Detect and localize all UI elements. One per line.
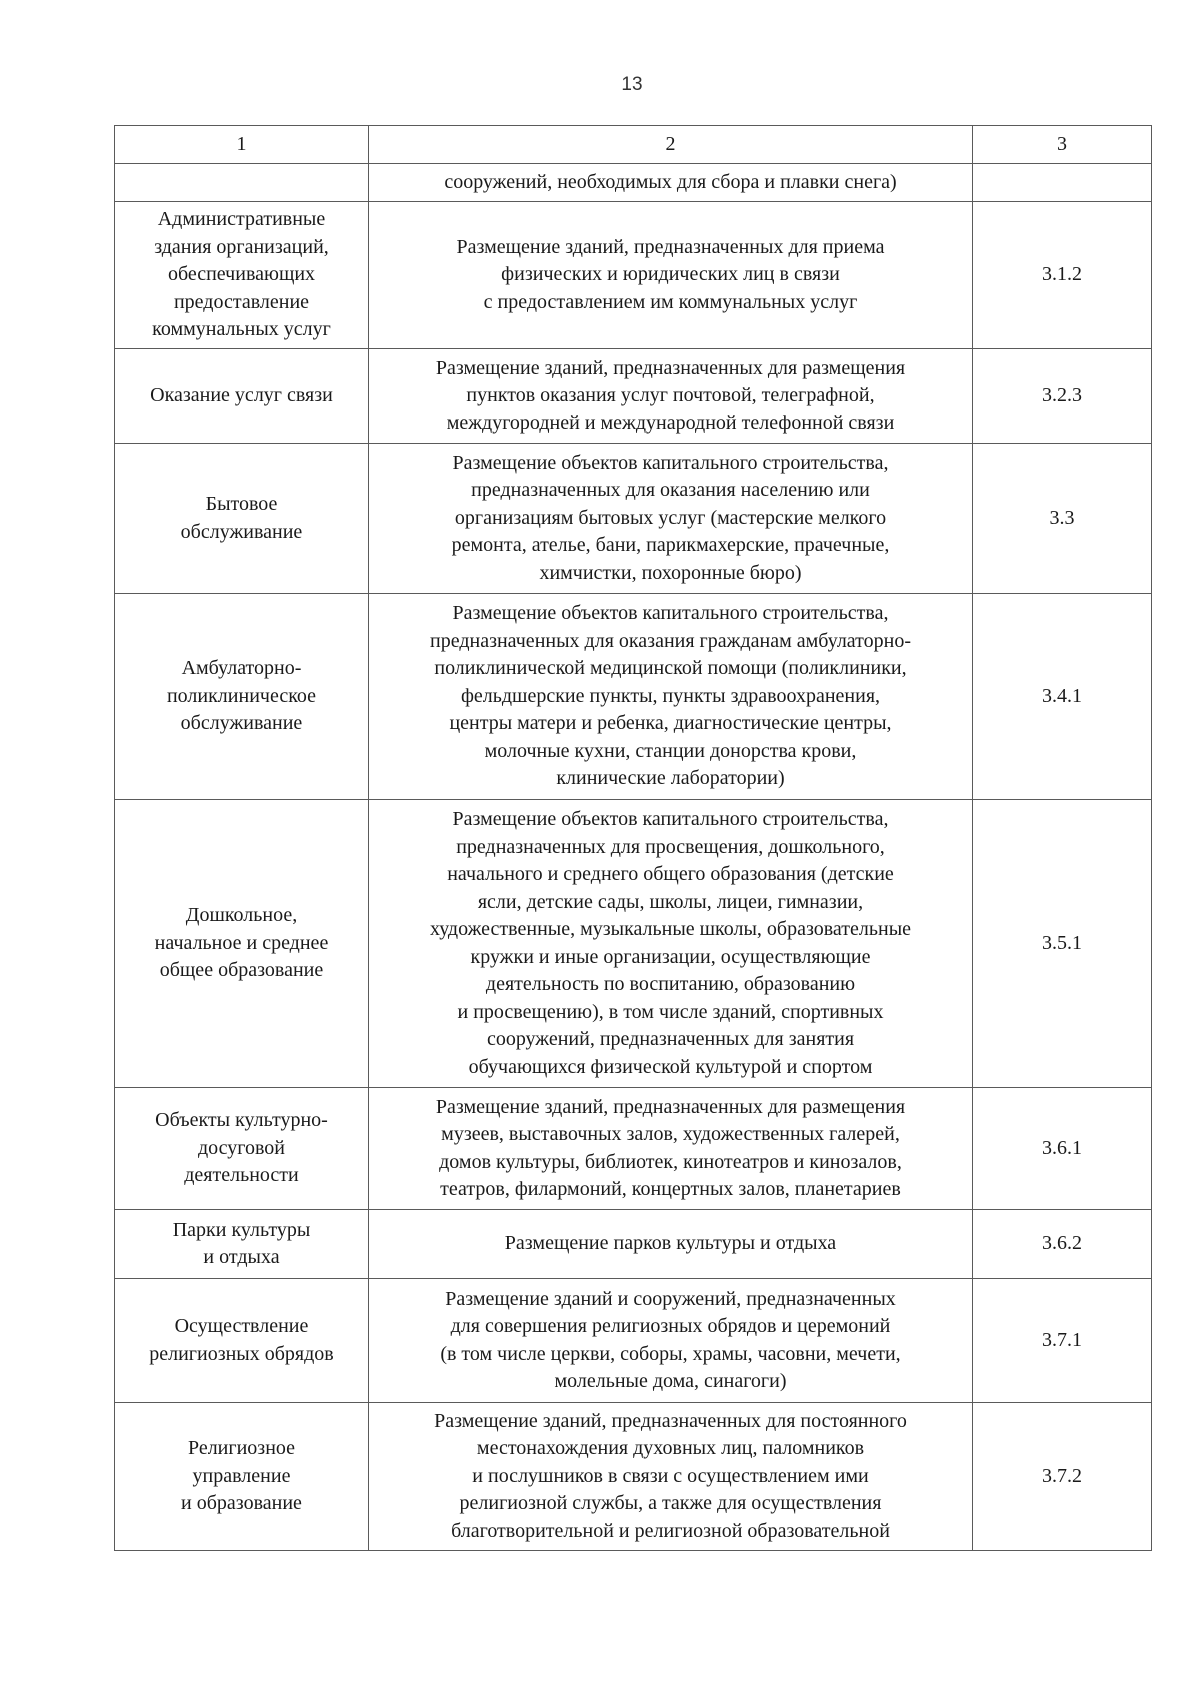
row-code: 3.7.2 — [973, 1403, 1152, 1551]
table-row — [115, 444, 1152, 594]
table-row — [115, 1279, 1152, 1403]
row-name — [115, 164, 369, 202]
row-description: Размещение объектов капитального строительства, предназначенных для оказания населению или организациям бытовых услуг (мастерские мелкого ремонта, ателье, бани, парикмахерские, прачечные, химчистки, похоронные бюро) — [369, 444, 973, 594]
row-code — [973, 164, 1152, 202]
row-name: Парки культуры и отдыха — [115, 1210, 369, 1279]
row-description: Размещение объектов капитального строительства, предназначенных для оказания гражданам амбулаторно- поликлинической медицинской помощи (поликлиники, фельдшерские пункты, пункты здравоохранения, центры матери и ребенка, диагностические центры, молочные кухни, станции донорства крови, клинические лаборатории) — [369, 594, 973, 800]
row-code: 3.4.1 — [973, 594, 1152, 800]
row-description: сооружений, необходимых для сбора и плавки снега) — [369, 164, 973, 202]
table-row — [115, 202, 1152, 349]
row-code: 3.3 — [973, 444, 1152, 594]
row-name: Осуществление религиозных обрядов — [115, 1279, 369, 1403]
table-row — [115, 800, 1152, 1088]
row-description: Размещение зданий, предназначенных для приема физических и юридических лиц в связи с предоставлением им коммунальных услуг — [369, 202, 973, 349]
page-number: 13 — [621, 74, 643, 95]
row-description: Размещение зданий и сооружений, предназначенных для совершения религиозных обрядов и церемоний (в том числе церкви, соборы, храмы, часовни, мечети, молельные дома, синагоги) — [369, 1279, 973, 1403]
row-description: Размещение зданий, предназначенных для постоянного местонахождения духовных лиц, паломников и послушников в связи с осуществлением ими религиозной службы, а также для осуществления благотворительной и религиозной образовательной — [369, 1403, 973, 1551]
table-row — [115, 1088, 1152, 1210]
column-number-2: 2 — [369, 126, 973, 164]
row-code: 3.5.1 — [973, 800, 1152, 1088]
column-number-3: 3 — [973, 126, 1152, 164]
row-name: Амбулаторно- поликлиническое обслуживание — [115, 594, 369, 800]
row-code: 3.7.1 — [973, 1279, 1152, 1403]
row-code: 3.2.3 — [973, 349, 1152, 444]
row-name: Дошкольное, начальное и среднее общее образование — [115, 800, 369, 1088]
row-description: Размещение зданий, предназначенных для размещения музеев, выставочных залов, художественных галерей, домов культуры, библиотек, кинотеатров и кинозалов, театров, филармоний, концертных залов, планетариев — [369, 1088, 973, 1210]
table-row — [115, 1403, 1152, 1551]
row-code: 3.6.1 — [973, 1088, 1152, 1210]
row-name: Объекты культурно- досуговой деятельности — [115, 1088, 369, 1210]
land-use-table — [114, 125, 1152, 1551]
row-code: 3.1.2 — [973, 202, 1152, 349]
row-name: Оказание услуг связи — [115, 349, 369, 444]
row-name: Административные здания организаций, обеспечивающих предоставление коммунальных услуг — [115, 202, 369, 349]
row-name: Религиозное управление и образование — [115, 1403, 369, 1551]
row-description: Размещение парков культуры и отдыха — [369, 1210, 973, 1279]
table-row — [115, 594, 1152, 800]
row-name: Бытовое обслуживание — [115, 444, 369, 594]
column-number-1: 1 — [115, 126, 369, 164]
table-row-continuation — [115, 164, 1152, 202]
table-row — [115, 1210, 1152, 1279]
row-description: Размещение зданий, предназначенных для размещения пунктов оказания услуг почтовой, телеграфной, междугородней и международной телефонной связи — [369, 349, 973, 444]
row-description: Размещение объектов капитального строительства, предназначенных для просвещения, дошкольного, начального и среднего общего образования (детские ясли, детские сады, школы, лицеи, гимназии, художественные, музыкальные школы, образовательные кружки и иные организации, осуществляющие деятельность по воспитанию, образованию и просвещению), в том числе зданий, спортивных сооружений, предназначенных для занятия обучающихся физической культурой и спортом — [369, 800, 973, 1088]
table-header-row — [115, 126, 1152, 164]
row-code: 3.6.2 — [973, 1210, 1152, 1279]
table-row — [115, 349, 1152, 444]
